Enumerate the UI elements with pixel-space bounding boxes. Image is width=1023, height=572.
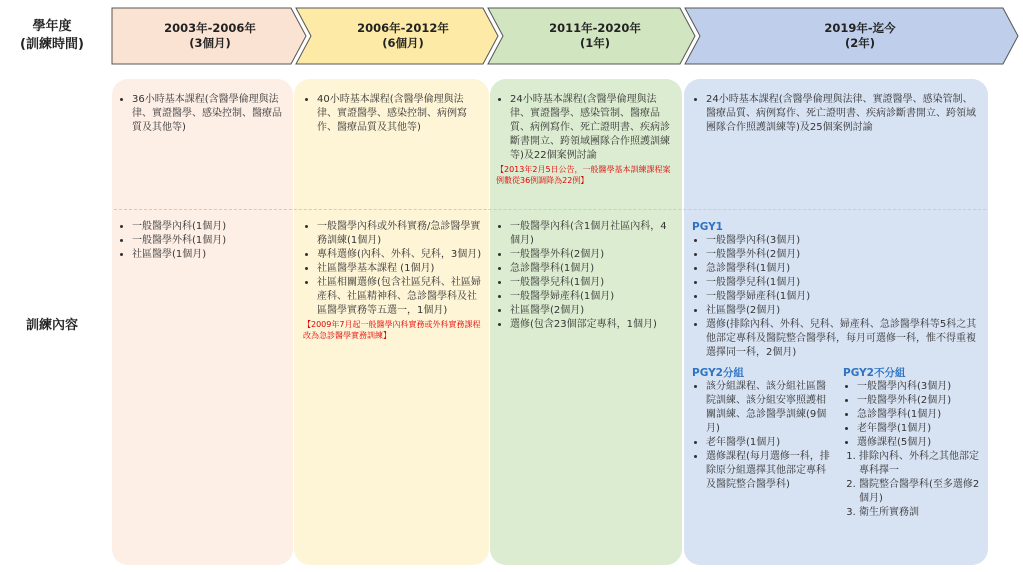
phase4-label [760, 21, 960, 51]
phase2-curriculum [303, 93, 483, 135]
list-item: • 急診醫學科(1個月) [857, 408, 981, 422]
list-item: • 40小時基本課程(含醫學倫理與法律、實證醫學、感染控制、病例寫作、醫療品質及其他等) [317, 93, 483, 135]
row-separator [114, 209, 986, 210]
list-item: • 選修課程(每月選修一科，排除原分組選擇其他部定專科及醫院整合醫學科) [706, 450, 832, 492]
phase2-label [318, 21, 488, 51]
list-item: • 一般醫學外科(2個月) [510, 248, 676, 262]
phase1-training [118, 220, 288, 262]
year-label-line1: 學年度 [32, 19, 72, 34]
list-item: • 社區醫學(2個月) [706, 304, 980, 318]
list-item: • 一般醫學婦產科(1個月) [706, 290, 980, 304]
list-item: 1. 排除內科、外科之其他部定專科擇一 [859, 450, 981, 478]
list-item: • 一般醫學兒科(1個月) [706, 276, 980, 290]
content-row-label: 訓練內容 [25, 318, 78, 333]
list-item: • 一般醫學兒科(1個月) [510, 276, 676, 290]
phase4-curriculum [692, 93, 980, 135]
pgy2-nogroup-block [843, 366, 981, 520]
list-item: • 老年醫學(1個月) [706, 436, 832, 450]
list-item: • 急診醫學科(1個月) [706, 262, 980, 276]
phase1-years: 2003年-2006年 [164, 21, 256, 35]
list-item: 3. 衛生所實務訓 [859, 506, 981, 520]
list-item: • 選修(包含23個部定專科，1個月) [510, 318, 676, 332]
phase4-duration: (2年) [844, 36, 875, 50]
phase4-years: 2019年-迄今 [824, 21, 896, 35]
phase2-duration: (6個月) [382, 36, 424, 50]
pgy1-title: PGY1 [692, 221, 723, 233]
phase3-label [510, 21, 680, 51]
phase3-duration: (1年) [579, 36, 610, 50]
list-item: • 一般醫學外科(2個月) [706, 248, 980, 262]
phase3-curriculum [496, 93, 676, 186]
list-item: • 社區醫學(2個月) [510, 304, 676, 318]
list-item: • 急診醫學科(1個月) [510, 262, 676, 276]
list-item: • 36小時基本課程(含醫學倫理與法律、實證醫學、感染控制、醫療品質及其他等) [132, 93, 288, 135]
list-item: • 24小時基本課程(含醫學倫理與法律、實證醫學、感染管制、醫療品質、病例寫作、死亡證明書、疾病診斷書開立、跨領域團隊合作照護訓練等)及25個案例討論 [706, 93, 980, 135]
list-item: • 老年醫學(1個月) [857, 422, 981, 436]
training-note: 【2009年7月起一般醫學內科實務或外科實務課程改為急診醫學實務訓練】 [303, 320, 481, 340]
list-item: • 一般醫學內科(3個月) [706, 234, 980, 248]
year-label-line2: (訓練時間) [20, 37, 84, 52]
phase3-training [496, 220, 676, 332]
list-item: • 專科選修(內科、外科、兒科，3個月) [317, 248, 483, 262]
pgy2-group-block [692, 366, 832, 492]
year-row-label [4, 18, 100, 54]
list-item: • 一般醫學婦產科(1個月) [510, 290, 676, 304]
phase2-years: 2006年-2012年 [357, 21, 449, 35]
list-item: • 一般醫學內科(1個月) [132, 220, 288, 234]
list-item: 2. 醫院整合醫學科(至多選修2個月) [859, 478, 981, 506]
phase3-years: 2011年-2020年 [549, 21, 641, 35]
list-item: • 社區醫學基本課程 (1個月) [317, 262, 483, 276]
pgy2-group-title: PGY2分組 [692, 367, 744, 379]
list-item: • 一般醫學內科(含1個月社區內科，4個月) [510, 220, 676, 248]
list-item: • 該分組課程、該分組社區醫院訓練、該分組安寧照護相關訓練、急診醫學訓練(9個月) [706, 380, 832, 436]
phase2-training [303, 220, 483, 341]
phase1-duration: (3個月) [189, 36, 231, 50]
list-item: • 一般醫學內科(3個月) [857, 380, 981, 394]
curriculum-note: 【2013年2月5日公告，一般醫學基本訓練課程案例數從36例調降為22例】 [496, 165, 671, 185]
list-item: • 社區醫學(1個月) [132, 248, 288, 262]
phase1-label [130, 21, 290, 51]
list-item: • 選修(排除內科、外科、兒科、婦產科、急診醫學科等5科之其他部定專科及醫院整合醫學科，每月可選修一科，惟不得重複選擇同一科，2個月) [706, 318, 980, 360]
pgy2-nogroup-title: PGY2不分組 [843, 367, 906, 379]
list-item: • 選修課程(5個月) [857, 436, 981, 450]
phase1-column [112, 79, 293, 565]
phase1-curriculum [118, 93, 288, 135]
list-item: • 社區相關選修(包含社區兒科、社區婦產科、社區精神科、急診醫學科及社區醫學實務等五選一，1個月) [317, 276, 483, 318]
list-item: • 一般醫學外科(2個月) [857, 394, 981, 408]
list-item: • 一般醫學內科或外科實務/急診醫學實務訓練(1個月) [317, 220, 483, 248]
list-item: • 一般醫學外科(1個月) [132, 234, 288, 248]
list-item: • 24小時基本課程(含醫學倫理與法律、實證醫學、感染管制、醫療品質、病例寫作、死亡證明書、疾病診斷書開立、跨領域團隊合作照護訓練等)及22個案例討論 [510, 93, 676, 163]
pgy1-block [692, 220, 980, 360]
